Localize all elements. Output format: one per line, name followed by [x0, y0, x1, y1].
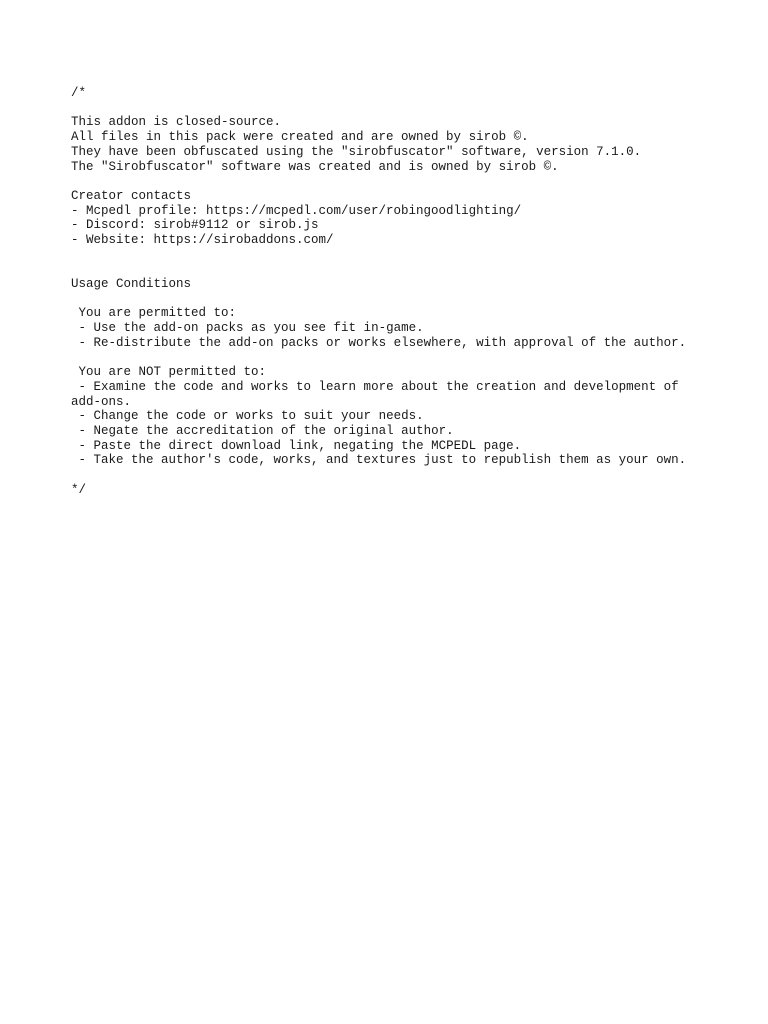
contact-item: - Discord: sirob#9112 or sirob.js [71, 218, 319, 233]
license-document [71, 86, 711, 498]
not-permitted-item: - Negate the accreditation of the original author. [71, 424, 454, 439]
comment-close: */ [71, 482, 87, 497]
contacts-block [71, 189, 711, 248]
permitted-block [71, 306, 711, 350]
blank-line [71, 174, 711, 189]
contact-item: - Mcpedl profile: https://mcpedl.com/user/robingoodlighting/ [71, 203, 522, 218]
not-permitted-item: - Paste the direct download link, negating the MCPEDL page. [71, 438, 522, 453]
intro-line: The "Sirobfuscator" software was created and is owned by sirob ©. [71, 159, 559, 174]
permitted-heading: You are permitted to: [71, 306, 237, 321]
comment-open: /* [71, 86, 87, 100]
permitted-item: - Re-distribute the add-on packs or works elsewhere, with approval of the author. [71, 335, 687, 350]
contact-item: - Website: https://sirobaddons.com/ [71, 233, 334, 247]
not-permitted-item: - Change the code or works to suit your needs. [71, 409, 424, 424]
not-permitted-block [71, 365, 711, 468]
not-permitted-heading: You are NOT permitted to: [71, 365, 267, 380]
blank-line [71, 351, 711, 366]
not-permitted-item: - Take the author's code, works, and textures just to republish them as your own. [71, 453, 687, 468]
blank-line [71, 292, 711, 307]
intro-line: They have been obfuscated using the "sirobfuscator" software, version 7.1.0. [71, 144, 642, 159]
intro-line: This addon is closed-source. [71, 115, 282, 130]
intro-block [71, 115, 711, 174]
permitted-item: - Use the add-on packs as you see fit in-game. [71, 321, 424, 336]
blank-line [71, 101, 711, 116]
not-permitted-item: - Examine the code and works to learn more about the creation and development of add-ons. [71, 379, 687, 409]
intro-line: All files in this pack were created and are owned by sirob ©. [71, 130, 529, 145]
blank-line [71, 248, 711, 263]
blank-line [71, 262, 711, 277]
usage-heading: Usage Conditions [71, 277, 192, 292]
blank-line [71, 468, 711, 483]
contacts-heading: Creator contacts [71, 188, 192, 203]
